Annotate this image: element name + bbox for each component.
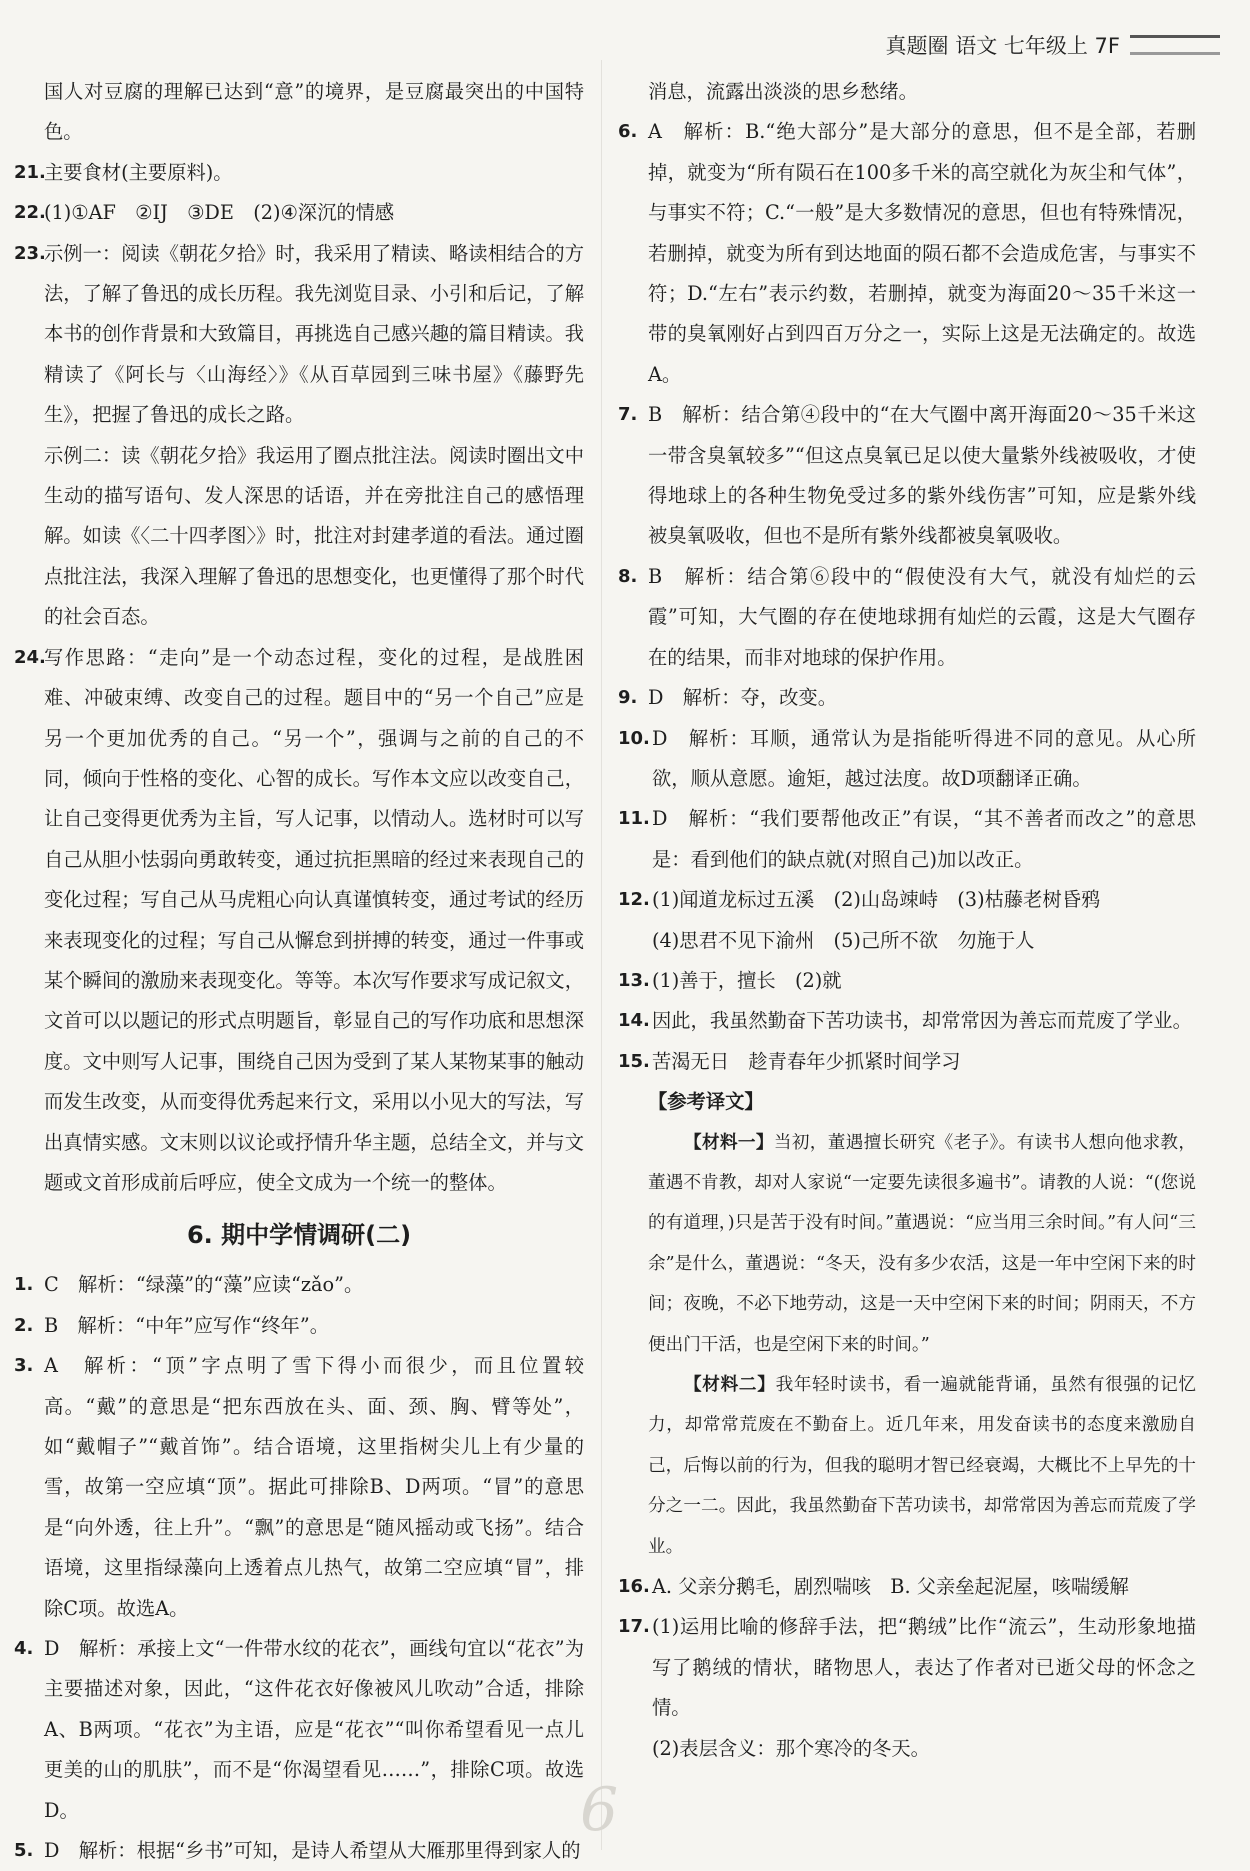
- answer-text: 苦渴无日 趁青春年少抓紧时间学习: [652, 1049, 961, 1073]
- answer-6: [618, 112, 1196, 395]
- reference-translation-title: 【参考译文】: [648, 1090, 764, 1114]
- answer-line: (4)思君不见下渝州 (5)己所不欲 勿施于人: [652, 928, 1035, 952]
- answer-text: A. 父亲分鹅毛，剧烈喘咳 B. 父亲垒起泥屋，咳喘缓解: [652, 1575, 1129, 1599]
- answer-text: 示例一：阅读《朝花夕拾》时，我采用了精读、略读相结合的方法，了解了鲁迅的成长历程。我先浏览目录、小引和后记，了解本书的创作背景和大致篇目，再挑选自己感兴趣的篇目精读。我精读了《阿长与〈山海经〉》《从百草园到三味书屋》《藤野先生》，把握了鲁迅的成长之路。: [44, 241, 584, 427]
- column-divider: [601, 60, 602, 1850]
- answer-text: 写作思路：“走向”是一个动态过程，变化的过程，是战胜困难、冲破束缚、改变自己的过程。题目中的“另一个自己”应是另一个更加优秀的自己。“另一个”，强调与之前的自己的不同，倾向于性格的变化、心智的成长。写作本文应以改变自己，让自己变得更优秀为主旨，写人记事，以情动人。选材时可以写自己从胆小怯弱向勇敢转变，通过抗拒黑暗的经过来表现自己的变化过程；写自己从马虎粗心向认真谨慎转变，通过考试的经历来表现变化的过程；写自己从懈怠到拼搏的转变，通过一件事或某个瞬间的激励来表现变化。等等。本次写作要求写成记叙文，文首可以以题记的形式点明题旨，彰显自己的写作功底和思想深度。文中则写人记事，围绕自己因为受到了某人某物某事的触动而发生改变，从而变得优秀起来行文，采用以小见大的写法，写出真情实感。文末则以议论或抒情升华主题，总结全文，并与文题或文首形成前后呼应，使全文成为一个统一的整体。: [44, 645, 584, 1194]
- item-number: 23.: [14, 242, 46, 264]
- translation-material-1: [648, 1123, 1196, 1365]
- answer-text: A 解析：“顶”字点明了雪下得小而很少，而且位置较高。“戴”的意思是“把东西放在头、面、颈、胸、臂等处”，如“戴帽子”“戴首饰”。结合语境，这里指树尖儿上有少量的雪，故第一空应填“顶”。据此可排除B、D两项。“冒”的意思是“向外透，往上升”。“飘”的意思是“随风摇动或飞扬”。结合语境，这里指绿藻向上透着点儿热气，故第二空应填“冒”，排除C项。故选A。: [44, 1354, 584, 1620]
- answer-7: [618, 395, 1196, 557]
- paragraph: 消息，流露出淡淡的思乡愁绪。: [648, 80, 918, 103]
- answer-text: (1)①AF ②IJ ③DE (2)④深沉的情感: [44, 201, 395, 225]
- answer-21: [14, 153, 584, 193]
- item-number: 3.: [14, 1355, 34, 1377]
- answer-14: [618, 1001, 1196, 1041]
- answer-text: D 解析：“我们要帮他改正”有误，“其不善者而改之”的意思是：看到他们的缺点就(对照自己)加以改正。: [652, 807, 1196, 871]
- page-number: 6: [580, 1775, 619, 1845]
- answer-text: 因此，我虽然勤奋下苦功读书，却常常因为善忘而荒废了学业。: [652, 1009, 1192, 1033]
- translation-text: 我年轻时读书，看一遍就能背诵，虽然有很强的记忆力，却常常荒废在不勤奋上。近几年来，用发奋读书的态度来激励自己，后悔以前的行为，但我的聪明才智已经衰竭，大概比不上早先的十分之一二。因此，我虽然勤奋下苦功读书，却常常因为善忘而荒废了学业。: [648, 1375, 1196, 1557]
- item-number: 8.: [618, 565, 638, 587]
- item-number: 15.: [618, 1050, 650, 1072]
- answer-24: [14, 638, 584, 1204]
- answer-text: D 解析：承接上文“一件带水纹的花衣”，画线句宜以“花衣”为主要描述对象，因此，“这件花衣好像被风儿吹动”合适，排除A、B两项。“花衣”为主语，应是“花衣”“叫你希望看见一点儿更美的山的肌肤”，而不是“你渴望看见……”，排除C项。故选D。: [44, 1637, 584, 1822]
- answer-text: D 解析：耳顺，通常认为是指能听得进不同的意见。从心所欲，顺从意愿。逾矩，越过法度。故D项翻译正确。: [652, 726, 1196, 790]
- answer-13: [618, 961, 1196, 1001]
- paragraph: 示例二：读《朝花夕拾》我运用了圈点批注法。阅读时圈出文中生动的描写语句、发人深思的话语，并在旁批注自己的感悟理解。如读《〈二十四孝图〉》时，批注对封建孝道的看法。通过圈点批注法，我深入理解了鲁迅的思想变化，也更懂得了那个时代的社会百态。: [44, 443, 584, 629]
- item-number: 13.: [618, 969, 650, 991]
- left-column: [14, 72, 584, 1871]
- answer-22: [14, 193, 584, 233]
- item-number: 7.: [618, 404, 638, 426]
- item-number: 22.: [14, 202, 46, 224]
- answer-12: [618, 880, 1196, 961]
- header-rule: [1130, 35, 1220, 55]
- translation-text: 当初，董遇擅长研究《老子》。有读书人想向他求教，董遇不肯教，却对人家说“一定要先读很多遍书”。请教的人说：“(您说的有道理，)只是苦于没有时间。”董遇说：“应当用三余时间。”有人问“三余”是什么，董遇说：“冬天，没有多少农活，这是一年中空闲下来的时间；夜晚，不必下地劳动，这是一天中空闲下来的时间；阴雨天，不方便出门干活，也是空闲下来的时间。”: [648, 1132, 1196, 1355]
- right-column: [618, 72, 1196, 1769]
- answer-16: [618, 1567, 1196, 1607]
- answer-11: [618, 799, 1196, 880]
- item-number: 14.: [618, 1010, 650, 1032]
- page-header: [886, 30, 1220, 60]
- answer-8: [618, 557, 1196, 678]
- paragraph: (2)表层含义：那个寒冷的冬天。: [652, 1736, 930, 1760]
- answer-line: (1)闻道龙标过五溪 (2)山岛竦峙 (3)枯藤老树昏鸦: [652, 888, 1101, 912]
- item-number: 10.: [618, 727, 650, 749]
- answer-text: D 解析：根据“乡书”可知，是诗人希望从大雁那里得到家人的: [44, 1839, 581, 1863]
- material-tag: 【材料二】: [684, 1374, 776, 1395]
- item-number: 16.: [618, 1576, 650, 1598]
- item-number: 6.: [618, 121, 638, 143]
- item-number: 4.: [14, 1638, 34, 1660]
- item-number: 1.: [14, 1274, 34, 1296]
- answer-text: B 解析：结合第④段中的“在大气圈中离开海面20～35千米这一带含臭氧较多”“但这点臭氧已足以使大量紫外线被吸收，才使得地球上的各种生物免受过多的紫外线伤害”可知，应是紫外线被臭氧吸收，但也不是所有紫外线都被臭氧吸收。: [648, 403, 1196, 548]
- answer-text: A 解析：B.“绝大部分”是大部分的意思，但不是全部，若删掉，就变为“所有陨石在100多千米的高空就化为灰尘和气体”，与事实不符；C.“一般”是大多数情况的意思，但也有特殊情况，若删掉，就变为所有到达地面的陨石都不会造成危害，与事实不符；D.“左右”表示约数，若删掉，就变为海面20～35千米这一带的臭氧刚好占到四百万分之一，实际上这是无法确定的。故选A。: [648, 120, 1196, 386]
- translation-material-2: [648, 1365, 1196, 1567]
- answer-text: 主要食材(主要原料)。: [44, 160, 233, 184]
- item-number: 24.: [14, 646, 46, 668]
- item-number: 5.: [14, 1840, 34, 1862]
- item-number: 11.: [618, 808, 650, 830]
- item-number: 2.: [14, 1314, 34, 1336]
- item-number: 17.: [618, 1616, 650, 1638]
- paragraph: 国人对豆腐的理解已达到“意”的境界，是豆腐最突出的中国特色。: [44, 80, 584, 144]
- answer-text: [652, 880, 1196, 961]
- answer-text: C 解析：“绿藻”的“藻”应读“zǎo”。: [44, 1273, 364, 1297]
- section-title: 6. 期中学情调研(二): [186, 1221, 412, 1250]
- answer-17: [618, 1607, 1196, 1728]
- answer-text: (1)善于，擅长 (2)就: [652, 968, 842, 992]
- answer-4: [14, 1629, 584, 1831]
- answer-5: [14, 1831, 584, 1871]
- answer-15: [618, 1042, 1196, 1082]
- answer-text: B 解析：结合第⑥段中的“假使没有大气，就没有灿烂的云霞”可知，大气圈的存在使地球拥有灿烂的云霞，这是大气圈存在的结果，而非对地球的保护作用。: [648, 564, 1196, 669]
- item-number: 9.: [618, 687, 638, 709]
- answer-text: B 解析：“中年”应写作“终年”。: [44, 1313, 329, 1337]
- answer-3: [14, 1346, 584, 1629]
- answer-text: (1)运用比喻的修辞手法，把“鹅绒”比作“流云”，生动形象地描写了鹅绒的情状，睹物思人，表达了作者对已逝父母的怀念之情。: [652, 1615, 1196, 1720]
- item-number: 12.: [618, 889, 650, 911]
- item-number: 21.: [14, 161, 46, 183]
- header-text: 真题圈 语文 七年级上 7F: [885, 34, 1120, 58]
- material-tag: 【材料一】: [684, 1131, 774, 1153]
- answer-2: [14, 1306, 584, 1346]
- answer-23: [14, 234, 584, 436]
- answer-1: [14, 1265, 584, 1305]
- answer-10: [618, 719, 1196, 800]
- answer-9: [618, 678, 1196, 718]
- answer-text: D 解析：夺，改变。: [648, 686, 837, 710]
